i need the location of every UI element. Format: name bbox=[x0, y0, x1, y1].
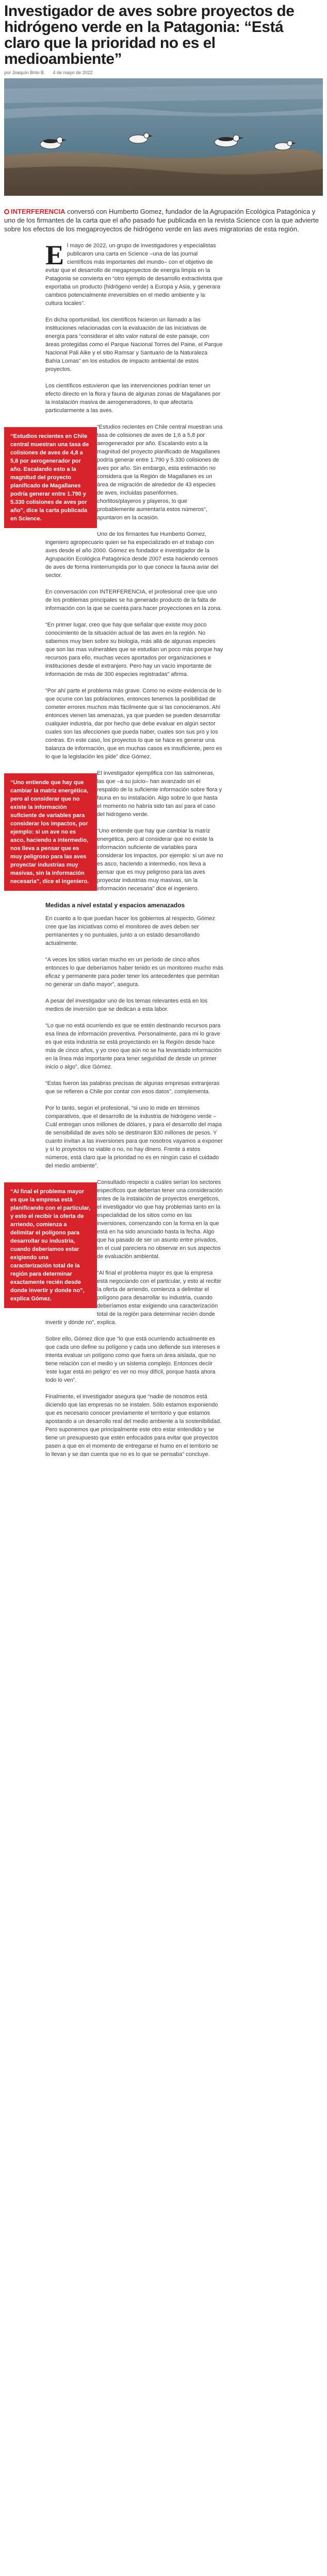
pull-quote-3: “Al final el problema mayor es que la empresa está planificando con el particular, y esto el recibir la oferta de arriendo, comienza a delimitar el polígono para desarrollar su industria, cuando deberíamos estar exigiendo una caracterización total de la región para determinar exactamente recién desde donde invertir y donde no”, explica Gómez. bbox=[4, 1182, 97, 1308]
paragraph: “Lo que no está ocurriendo es que se estén destinando recursos para esa línea de información preventiva. Personalmente, para mi lo grave es que esta industria se está proyectando en la Región desde hace más de cinco años, y yo creo que aún no se ha levantado información en la línea más importante para tener seguridad de desde un primer inicio o algo”, dice Gómez. bbox=[45, 1023, 222, 1070]
article-body bbox=[0, 242, 327, 1467]
hero-image bbox=[4, 78, 323, 196]
paragraph: Sobre ello, Gómez dice que “lo que está ocurriendo actualmente es que cada uno define su polígono y cada uno defiende sus intereses e intenta evaluar un polígono como que fuera un área aislada, que no tiene relación con el medio y un sistema complejo. Entonces deciir 'este lugar está en peligro' es ver no muy difícil, porque hasta ahora todo lo ven”. bbox=[45, 1336, 220, 1383]
paragraph: A pesar del investigador uno de los temas relevantes está en los medios de inversión que se dedican a esta labor. bbox=[45, 998, 208, 1012]
lead-text: conversó con Humberto Gomez, fundador de la Agrupación Ecológica Patagónica y uno de los firmantes de la carta que el año pasado fue publicada en la revista Science con la que advierte sobre los efectos de los megaproyectos de hidrógeno verde en las aves migratorias de esta región. bbox=[4, 208, 319, 233]
paragraph: El investigador ejemplifica con las salmoneras, las que –a su juicio– han avanzado sin el respaldo de la suficiente información sobre flora y fauna en su instalación. Algo sobre lo que hasta el momento no habría sido tan así para el caso del hidrógeno verde. bbox=[97, 770, 222, 818]
paragraph: “Estas fueron las palabras precisas de algunas empresas extranjeras que se refieren a Chile por contar con esos datos”, complementa. bbox=[45, 1080, 220, 1095]
paragraph: En dicha oportunidad, los científicos hicieron un llamado a las instituciones relacionadas con la evaluación de las iniciativas de energía para “considerar el alto valor natural de este paisaje, con áreas protegidas como el Parque Nacional Torres del Paine, el Parque Nacional Pali Aike y el sitio Ramsar y Santuario de la Naturaleza Bahía Lomas” en los estudios de impacto ambiental de estos proyectos. bbox=[45, 317, 223, 372]
paragraph: Uno de los firmantes fue Humberto Gomez, ingeniero agropecuario quien se ha especializado en el trabajo con aves desde el año 2000. Gómez es fundador e investigador de la Agrupación Ecológica Patagónica desde 2007 esta haciendo censos de aves de forma ininterrumpida por lo que conoce la fauna aviar del sector. bbox=[45, 531, 219, 579]
paragraph: “Por ahí parte el problema más grave. Como no existe evidencia de lo que ocurre con las poblaciones, entonces tenemos la posibilidad de cometer errores muchos más fácilmente que si las conociéramos. Ahí entonces vienen las amenazas, ya que pueden se pueden desarrollar cualquier industria, dar por hecho que debe evaluar en algún sector cuales son las afecciones que pueda haber, cuales son sus pro y los contras. En este caso, los proyectos lo que se hace es generar una balanza de información, que en muchas casos es insuficiente, pero es lo que la legislación les pide” dice Gómez. bbox=[45, 688, 222, 760]
byline bbox=[4, 70, 323, 75]
hero-photo-illustration bbox=[4, 78, 323, 196]
paragraph: En cuanto a lo que puedan hacer los gobiernos al respecto, Gómez cree que las iniciativas como el monitoreo de aves deben ser permanentes y no puntuales, junto a un estado desarrollando actualmente. bbox=[45, 916, 215, 946]
brand-logo-icon bbox=[4, 209, 9, 214]
publish-date: 4 de mayo de 2022 bbox=[53, 70, 93, 75]
paragraph: “Estudios recientes en Chile central muestran una tasa de colisiones de aves de 1,6 a 5,8 por aerogenerador por año. Escalando esto a la magnitud del proyecto planificado de Magallanes podría generar entre 1.790 y 5.330 colisiones de aves por año. Sin embargo, esta estimación no considera que la Región de Magallanes es un área de migración de alrededor de 43 especies de aves, incluidas paseriformes, chorlitos/playeros y playeros, lo que probablemente aumentaría estos números”, apuntaron en la ocasión. bbox=[97, 424, 223, 521]
section-subheading: Medidas a nivel estatal y espacios amenazados bbox=[45, 902, 185, 909]
article-headline: Investigador de aves sobre proyectos de hidrógeno verde en la Patagonia: “Está claro que la prioridad no es el medioambiente” bbox=[4, 3, 295, 67]
paragraph: “Al final el problema mayor es que la empresa está negociando con el particular, y esto al recibir la oferta de arriendo, comienza a delimitar el polígono para desarrollar su industria, cuando deberíamos estar exigiendo una caracterización total de la región para determinar recién donde invertir y dónde no”, explica. bbox=[45, 1270, 221, 1326]
byline-separator: · bbox=[48, 70, 50, 75]
drop-cap: E bbox=[45, 240, 64, 270]
paragraph: Los científicos estuvieron que las intervenciones podrían tener un efecto directo en la flora y fauna de algunas zonas de Magallanes por la instalación masiva de aerogeneradores, lo que afectaría particularmente a las aves. bbox=[45, 383, 221, 414]
paragraph: “A veces los sitios varían mucho en un período de cinco años entonces lo que deberíamos haber tenido es un monitoreo mucho más eficaz y permanente para poder tener los antecedentes que permitan no generar un daño mayor”, asegura. bbox=[45, 957, 223, 988]
article-main-column bbox=[10, 240, 223, 1467]
author-name[interactable]: por Joaquín Brito B. bbox=[4, 70, 45, 75]
paragraph: Consultado respecto a cuáles serían los sectores específicos que deberían tener una consideración antes de la instalación de proyectos energéticos, el investigador vio que hay problemas tanto en la especialidad de los sitios como en las inversiones, comenzando con la forma en la que está en ha sido anunciado hasta la fecha. Algo que ha pasado de ser un asunto entre privados, en el cual pareciera no observar en sus aspectos de evaluación ambiental. bbox=[97, 1179, 223, 1260]
pull-quote-1: “Estudios recientes en Chile central muestran una tasa de colisiones de aves de 4,8 a 5,8 por aerogenerador por año. Escalando esto a la magnitud del proyecto planificado de Magallanes podría generar entre 1.790 y 5.330 colisiones de aves por año”, dice la carta publicada en Science. bbox=[4, 427, 97, 528]
paragraph: “En primer lugar, creo que hay que señalar que existe muy poco conocimiento de la situación actual de las aves en la región. No sabemos muy bien sobre su biología, más allá de algunas especies que son las mas vulnerables que se estudian un poco más porque hay recursos para ello, muchas veces aportados por organizaciones e instituciones desde el extranjero. Pero hay un vacío importante de información de más de 300 especies registradas” afirma. bbox=[45, 622, 223, 677]
article-lead bbox=[4, 207, 323, 233]
pull-quote-2: “Uno entiende que hay que cambiar la matriz energética, pero al considerar que no existe la información suficiente de variables para considerar los impactos, por ejemplo: si un ave no es asco, haciendo a intermedio, nos lleva a pensar que es muy peligroso para las aves proyectar industrias muy masivas, sin la información necesaria”, dice el ingeniero. bbox=[4, 773, 97, 891]
paragraph: Por lo tanto, según el profesional, “si uno lo mide en términos comparativos, que el desarrollo de la industria de hidrógeno verde –Cuál entregan unos millones de dólares, y para el desarrollo del mapa de sensibilidad de aves sólo se destinaron $30 millones de pesos. Y cuanto invitan a las inversiones para que nosotros vayamos a exponer y sí lo proyectos no viable o no, no hay dinero. Frente a estos números, está claro que la prioridad no es en ningún caso el cuidado del medio ambiente”. bbox=[45, 1105, 223, 1169]
paragraph: “Uno entiende que hay que cambiar la matriz energética, pero al considerar que no existe la información suficiente de variables para considerar los impactos, por ejemplo: si un ave no es asco, haciendo a intermedio, nos lleva a pensar que es muy peligroso para las aves proyectar industrias muy masivas, sin la información necesaria” dice el ingeniero. bbox=[97, 828, 223, 892]
paragraph: Finalmente, el investigador asegura que “nadie de nosotros está diciendo que las empresas no se instalen. Sólo estamos exponiendo que es necesario conocer previamente el territorio y que estamos apostando a un desarrollo real del medio ambiente a la sostenibilidad. Pero suponemos que principalmente este otro estar entendido y se tiene un presupuesto que estén enfocados para evitar que proyectos pasen a que en el momento de entregarse el humo en el territorio se lo llevan y se dan cuenta que no es lo que se pensaba” concluye. bbox=[45, 1394, 222, 1458]
brand-name[interactable]: INTERFERENCIA bbox=[11, 208, 66, 215]
paragraph: El mayo de 2022, un grupo de investigadores y especialistas publicaron una carta en Science –una de las journal científicos más importantes del mundo– con el objetivo de evitar que el desarrollo de megaproyectos de energía limpia en la Patagonia se convierta en “otro ejemplo de desarrollo extractivista que exportaba un producto (hidrógeno verde) a Europa y Asia, y generara cambios potencialmente irreversibles en el medio ambiente y la cultura locales”. bbox=[45, 240, 223, 307]
paragraph: En conversación con INTERFERENCIA, el profesional cree que uno de los problemas principales se ha generado producto de la falta de información con la que se cuenta para hacer proyecciones en la zona. bbox=[45, 589, 222, 612]
